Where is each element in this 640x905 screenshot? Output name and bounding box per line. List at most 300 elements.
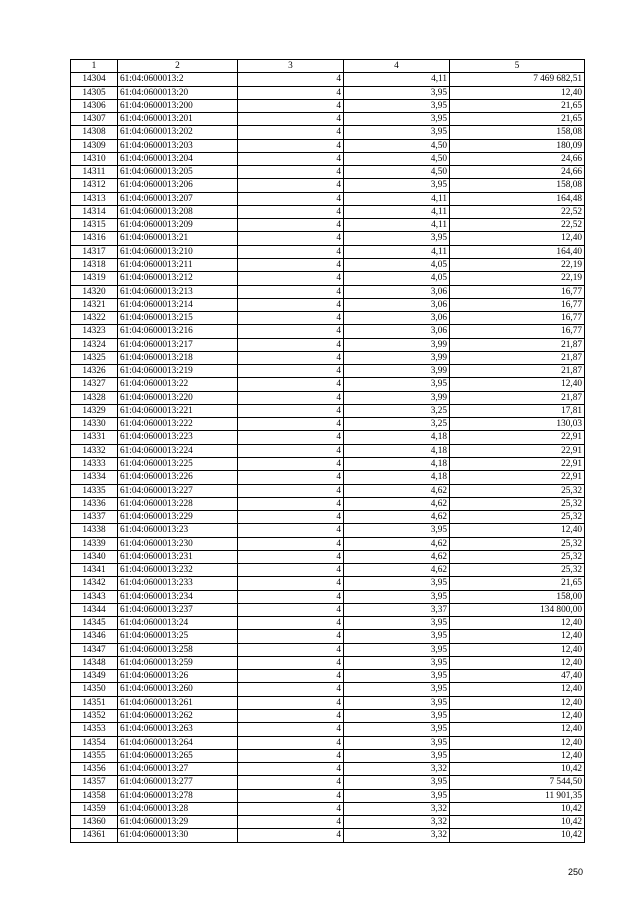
column-3-cell: 4 <box>238 365 344 378</box>
table-row <box>71 564 585 577</box>
column-1-cell: 14319 <box>71 272 118 285</box>
column-2-cell: 61:04:0600013:263 <box>118 723 238 736</box>
column-3-cell: 4 <box>238 378 344 391</box>
column-4-cell: 3,32 <box>344 803 450 816</box>
column-1-cell: 14316 <box>71 232 118 245</box>
column-3-cell: 4 <box>238 737 344 750</box>
column-2-cell: 61:04:0600013:262 <box>118 710 238 723</box>
column-4-cell: 3,95 <box>344 179 450 192</box>
column-1-cell: 14355 <box>71 750 118 763</box>
column-5-cell: 25,32 <box>450 564 585 577</box>
column-4-cell: 3,99 <box>344 365 450 378</box>
data-table <box>70 59 585 843</box>
column-5-cell: 22,91 <box>450 431 585 444</box>
column-1-cell: 14327 <box>71 378 118 391</box>
column-3-cell: 4 <box>238 604 344 617</box>
table-body <box>71 73 585 842</box>
column-3-cell: 4 <box>238 750 344 763</box>
table-row <box>71 524 585 537</box>
table-row <box>71 776 585 789</box>
column-1-cell: 14313 <box>71 193 118 206</box>
column-1-cell: 14315 <box>71 219 118 232</box>
column-2-cell: 61:04:0600013:21 <box>118 232 238 245</box>
column-4-cell: 4,18 <box>344 445 450 458</box>
column-5-cell: 12,40 <box>450 232 585 245</box>
column-3-cell: 4 <box>238 286 344 299</box>
column-1-cell: 14350 <box>71 683 118 696</box>
column-4-cell: 3,95 <box>344 126 450 139</box>
column-1-cell: 14335 <box>71 485 118 498</box>
column-2-cell: 61:04:0600013:220 <box>118 392 238 405</box>
table-row <box>71 697 585 710</box>
table-row <box>71 471 585 484</box>
column-1-cell: 14346 <box>71 630 118 643</box>
column-3-cell: 4 <box>238 524 344 537</box>
column-3-cell: 4 <box>238 697 344 710</box>
column-5-cell: 180,09 <box>450 140 585 153</box>
column-1-cell: 14356 <box>71 763 118 776</box>
column-4-cell: 3,95 <box>344 87 450 100</box>
column-5-cell: 25,32 <box>450 498 585 511</box>
table-row <box>71 644 585 657</box>
column-3-cell: 4 <box>238 113 344 126</box>
table-row <box>71 100 585 113</box>
column-1-cell: 14324 <box>71 339 118 352</box>
column-3-cell: 4 <box>238 670 344 683</box>
column-3-cell: 4 <box>238 458 344 471</box>
column-3-cell: 4 <box>238 312 344 325</box>
table-row <box>71 816 585 829</box>
table-row <box>71 312 585 325</box>
column-5-cell: 164,48 <box>450 193 585 206</box>
column-5-cell: 12,40 <box>450 524 585 537</box>
column-4-cell: 3,95 <box>344 378 450 391</box>
column-4-cell: 4,62 <box>344 498 450 511</box>
table-row <box>71 193 585 206</box>
column-2-cell: 61:04:0600013:217 <box>118 339 238 352</box>
table-row <box>71 458 585 471</box>
column-3-cell: 4 <box>238 73 344 86</box>
table-row <box>71 126 585 139</box>
column-5-cell: 10,42 <box>450 816 585 829</box>
column-2-cell: 61:04:0600013:206 <box>118 179 238 192</box>
column-5-cell: 12,40 <box>450 750 585 763</box>
column-1-cell: 14328 <box>71 392 118 405</box>
column-5-header: 5 <box>450 60 585 73</box>
column-5-cell: 10,42 <box>450 829 585 842</box>
table-row <box>71 763 585 776</box>
column-1-cell: 14354 <box>71 737 118 750</box>
column-1-cell: 14306 <box>71 100 118 113</box>
column-5-cell: 25,32 <box>450 538 585 551</box>
column-5-cell: 22,19 <box>450 259 585 272</box>
column-5-cell: 12,40 <box>450 378 585 391</box>
column-3-cell: 4 <box>238 87 344 100</box>
table-row <box>71 485 585 498</box>
column-3-cell: 4 <box>238 591 344 604</box>
column-4-cell: 4,05 <box>344 259 450 272</box>
column-3-cell: 4 <box>238 352 344 365</box>
column-4-cell: 3,95 <box>344 776 450 789</box>
column-1-cell: 14339 <box>71 538 118 551</box>
column-5-cell: 21,87 <box>450 392 585 405</box>
column-5-cell: 25,32 <box>450 511 585 524</box>
page-number: 250 <box>567 867 583 877</box>
table-row <box>71 604 585 617</box>
column-1-cell: 14345 <box>71 617 118 630</box>
column-5-cell: 24,66 <box>450 166 585 179</box>
column-3-cell: 4 <box>238 803 344 816</box>
table-row <box>71 392 585 405</box>
column-3-header: 3 <box>238 60 344 73</box>
column-2-cell: 61:04:0600013:211 <box>118 259 238 272</box>
column-5-cell: 12,40 <box>450 87 585 100</box>
column-1-cell: 14329 <box>71 405 118 418</box>
column-5-cell: 134 800,00 <box>450 604 585 617</box>
column-4-cell: 3,32 <box>344 816 450 829</box>
column-2-cell: 61:04:0600013:260 <box>118 683 238 696</box>
column-2-cell: 61:04:0600013:208 <box>118 206 238 219</box>
column-4-cell: 3,32 <box>344 763 450 776</box>
column-3-cell: 4 <box>238 538 344 551</box>
column-4-cell: 3,95 <box>344 697 450 710</box>
column-3-cell: 4 <box>238 471 344 484</box>
column-4-cell: 4,50 <box>344 166 450 179</box>
column-4-cell: 3,95 <box>344 591 450 604</box>
column-3-cell: 4 <box>238 511 344 524</box>
column-1-cell: 14308 <box>71 126 118 139</box>
column-4-cell: 3,25 <box>344 418 450 431</box>
column-2-cell: 61:04:0600013:278 <box>118 790 238 803</box>
column-2-cell: 61:04:0600013:224 <box>118 445 238 458</box>
column-5-cell: 47,40 <box>450 670 585 683</box>
column-2-cell: 61:04:0600013:22 <box>118 378 238 391</box>
column-3-cell: 4 <box>238 405 344 418</box>
table-row <box>71 73 585 86</box>
column-4-cell: 3,95 <box>344 100 450 113</box>
column-4-cell: 3,95 <box>344 113 450 126</box>
table-row <box>71 219 585 232</box>
column-3-cell: 4 <box>238 551 344 564</box>
column-2-cell: 61:04:0600013:215 <box>118 312 238 325</box>
column-3-cell: 4 <box>238 325 344 338</box>
column-2-cell: 61:04:0600013:212 <box>118 272 238 285</box>
column-4-cell: 3,06 <box>344 286 450 299</box>
column-2-cell: 61:04:0600013:259 <box>118 657 238 670</box>
column-2-cell: 61:04:0600013:228 <box>118 498 238 511</box>
column-4-cell: 3,95 <box>344 790 450 803</box>
column-5-cell: 12,40 <box>450 723 585 736</box>
table-row <box>71 299 585 312</box>
column-5-cell: 12,40 <box>450 657 585 670</box>
column-3-cell: 4 <box>238 100 344 113</box>
column-2-cell: 61:04:0600013:227 <box>118 485 238 498</box>
column-4-cell: 4,18 <box>344 431 450 444</box>
table-row <box>71 378 585 391</box>
column-1-cell: 14358 <box>71 790 118 803</box>
table-row <box>71 551 585 564</box>
column-5-cell: 12,40 <box>450 644 585 657</box>
column-3-cell: 4 <box>238 564 344 577</box>
column-3-cell: 4 <box>238 232 344 245</box>
column-2-cell: 61:04:0600013:203 <box>118 140 238 153</box>
table-row <box>71 246 585 259</box>
table-row <box>71 87 585 100</box>
column-1-cell: 14349 <box>71 670 118 683</box>
column-1-cell: 14351 <box>71 697 118 710</box>
column-2-cell: 61:04:0600013:201 <box>118 113 238 126</box>
table-row <box>71 352 585 365</box>
column-5-cell: 12,40 <box>450 697 585 710</box>
column-5-cell: 21,65 <box>450 577 585 590</box>
column-2-cell: 61:04:0600013:221 <box>118 405 238 418</box>
table-row <box>71 445 585 458</box>
column-1-cell: 14305 <box>71 87 118 100</box>
column-1-cell: 14309 <box>71 140 118 153</box>
column-5-cell: 12,40 <box>450 630 585 643</box>
table-row <box>71 829 585 842</box>
table-row <box>71 670 585 683</box>
column-5-cell: 25,32 <box>450 551 585 564</box>
column-2-header: 2 <box>118 60 238 73</box>
column-2-cell: 61:04:0600013:261 <box>118 697 238 710</box>
table-row <box>71 365 585 378</box>
column-1-cell: 14311 <box>71 166 118 179</box>
column-3-cell: 4 <box>238 299 344 312</box>
table-row <box>71 591 585 604</box>
column-4-cell: 4,11 <box>344 246 450 259</box>
table-row <box>71 498 585 511</box>
column-4-cell: 4,62 <box>344 511 450 524</box>
column-2-cell: 61:04:0600013:223 <box>118 431 238 444</box>
column-1-cell: 14320 <box>71 286 118 299</box>
column-5-cell: 158,00 <box>450 591 585 604</box>
column-4-cell: 3,99 <box>344 339 450 352</box>
column-4-cell: 3,95 <box>344 737 450 750</box>
column-4-cell: 4,11 <box>344 206 450 219</box>
table-row <box>71 339 585 352</box>
column-4-cell: 3,95 <box>344 232 450 245</box>
column-1-cell: 14322 <box>71 312 118 325</box>
column-2-cell: 61:04:0600013:202 <box>118 126 238 139</box>
table-row <box>71 790 585 803</box>
column-4-cell: 3,95 <box>344 670 450 683</box>
table-row <box>71 259 585 272</box>
column-1-cell: 14337 <box>71 511 118 524</box>
column-5-cell: 11 901,35 <box>450 790 585 803</box>
column-2-cell: 61:04:0600013:218 <box>118 352 238 365</box>
column-3-cell: 4 <box>238 418 344 431</box>
column-2-cell: 61:04:0600013:29 <box>118 816 238 829</box>
column-2-cell: 61:04:0600013:265 <box>118 750 238 763</box>
column-3-cell: 4 <box>238 445 344 458</box>
table-row <box>71 166 585 179</box>
column-5-cell: 21,65 <box>450 100 585 113</box>
table-row <box>71 710 585 723</box>
column-3-cell: 4 <box>238 392 344 405</box>
column-3-cell: 4 <box>238 763 344 776</box>
column-2-cell: 61:04:0600013:229 <box>118 511 238 524</box>
table-header-row <box>71 60 585 73</box>
column-5-cell: 12,40 <box>450 683 585 696</box>
column-5-cell: 21,87 <box>450 339 585 352</box>
column-4-cell: 3,99 <box>344 392 450 405</box>
column-2-cell: 61:04:0600013:204 <box>118 153 238 166</box>
column-2-cell: 61:04:0600013:230 <box>118 538 238 551</box>
column-2-cell: 61:04:0600013:30 <box>118 829 238 842</box>
column-4-header: 4 <box>344 60 450 73</box>
table-row <box>71 737 585 750</box>
column-1-cell: 14333 <box>71 458 118 471</box>
column-3-cell: 4 <box>238 617 344 630</box>
column-1-cell: 14342 <box>71 577 118 590</box>
column-2-cell: 61:04:0600013:205 <box>118 166 238 179</box>
table-row <box>71 206 585 219</box>
column-4-cell: 4,05 <box>344 272 450 285</box>
table-row <box>71 723 585 736</box>
column-1-cell: 14331 <box>71 431 118 444</box>
column-2-cell: 61:04:0600013:232 <box>118 564 238 577</box>
column-4-cell: 4,18 <box>344 458 450 471</box>
column-4-cell: 4,50 <box>344 140 450 153</box>
column-2-cell: 61:04:0600013:210 <box>118 246 238 259</box>
table-row <box>71 179 585 192</box>
column-4-cell: 3,95 <box>344 710 450 723</box>
column-5-cell: 12,40 <box>450 710 585 723</box>
table-row <box>71 657 585 670</box>
column-3-cell: 4 <box>238 339 344 352</box>
column-3-cell: 4 <box>238 206 344 219</box>
table-row <box>71 630 585 643</box>
column-2-cell: 61:04:0600013:234 <box>118 591 238 604</box>
column-1-cell: 14325 <box>71 352 118 365</box>
column-5-cell: 16,77 <box>450 286 585 299</box>
column-3-cell: 4 <box>238 816 344 829</box>
column-3-cell: 4 <box>238 657 344 670</box>
column-2-cell: 61:04:0600013:200 <box>118 100 238 113</box>
table-row <box>71 431 585 444</box>
column-3-cell: 4 <box>238 431 344 444</box>
column-3-cell: 4 <box>238 829 344 842</box>
column-2-cell: 61:04:0600013:25 <box>118 630 238 643</box>
column-1-cell: 14307 <box>71 113 118 126</box>
table-row <box>71 286 585 299</box>
column-3-cell: 4 <box>238 710 344 723</box>
column-3-cell: 4 <box>238 219 344 232</box>
column-1-cell: 14334 <box>71 471 118 484</box>
column-3-cell: 4 <box>238 776 344 789</box>
column-2-cell: 61:04:0600013:24 <box>118 617 238 630</box>
column-3-cell: 4 <box>238 179 344 192</box>
column-3-cell: 4 <box>238 193 344 206</box>
table-row <box>71 272 585 285</box>
column-5-cell: 25,32 <box>450 485 585 498</box>
column-1-cell: 14330 <box>71 418 118 431</box>
column-5-cell: 16,77 <box>450 312 585 325</box>
column-4-cell: 4,62 <box>344 538 450 551</box>
column-5-cell: 17,81 <box>450 405 585 418</box>
column-4-cell: 3,95 <box>344 683 450 696</box>
column-4-cell: 3,37 <box>344 604 450 617</box>
column-1-cell: 14353 <box>71 723 118 736</box>
column-5-cell: 158,08 <box>450 179 585 192</box>
column-1-cell: 14317 <box>71 246 118 259</box>
column-2-cell: 61:04:0600013:26 <box>118 670 238 683</box>
column-3-cell: 4 <box>238 683 344 696</box>
column-2-cell: 61:04:0600013:20 <box>118 87 238 100</box>
column-5-cell: 24,66 <box>450 153 585 166</box>
column-4-cell: 4,50 <box>344 153 450 166</box>
column-5-cell: 12,40 <box>450 617 585 630</box>
column-4-cell: 3,95 <box>344 644 450 657</box>
column-5-cell: 22,91 <box>450 445 585 458</box>
column-5-cell: 22,52 <box>450 206 585 219</box>
column-1-cell: 14357 <box>71 776 118 789</box>
table-row <box>71 538 585 551</box>
column-2-cell: 61:04:0600013:222 <box>118 418 238 431</box>
column-5-cell: 22,91 <box>450 458 585 471</box>
column-4-cell: 4,11 <box>344 193 450 206</box>
column-4-cell: 4,11 <box>344 219 450 232</box>
column-3-cell: 4 <box>238 485 344 498</box>
column-1-cell: 14318 <box>71 259 118 272</box>
column-4-cell: 4,11 <box>344 73 450 86</box>
column-1-cell: 14360 <box>71 816 118 829</box>
column-5-cell: 164,40 <box>450 246 585 259</box>
table-row <box>71 325 585 338</box>
column-1-cell: 14336 <box>71 498 118 511</box>
table-row <box>71 617 585 630</box>
column-3-cell: 4 <box>238 790 344 803</box>
column-4-cell: 3,06 <box>344 325 450 338</box>
table-row <box>71 405 585 418</box>
table-row <box>71 750 585 763</box>
column-1-cell: 14359 <box>71 803 118 816</box>
column-5-cell: 12,40 <box>450 737 585 750</box>
column-1-cell: 14338 <box>71 524 118 537</box>
column-2-cell: 61:04:0600013:27 <box>118 763 238 776</box>
column-1-cell: 14304 <box>71 73 118 86</box>
column-2-cell: 61:04:0600013:225 <box>118 458 238 471</box>
column-3-cell: 4 <box>238 630 344 643</box>
column-1-cell: 14361 <box>71 829 118 842</box>
column-5-cell: 21,87 <box>450 352 585 365</box>
column-1-cell: 14344 <box>71 604 118 617</box>
column-2-cell: 61:04:0600013:216 <box>118 325 238 338</box>
column-5-cell: 10,42 <box>450 803 585 816</box>
column-4-cell: 4,18 <box>344 471 450 484</box>
column-4-cell: 3,95 <box>344 630 450 643</box>
column-2-cell: 61:04:0600013:209 <box>118 219 238 232</box>
column-4-cell: 3,06 <box>344 299 450 312</box>
column-3-cell: 4 <box>238 166 344 179</box>
column-4-cell: 4,62 <box>344 485 450 498</box>
column-1-cell: 14323 <box>71 325 118 338</box>
column-5-cell: 130,03 <box>450 418 585 431</box>
table-row <box>71 232 585 245</box>
column-4-cell: 3,95 <box>344 577 450 590</box>
column-2-cell: 61:04:0600013:207 <box>118 193 238 206</box>
column-4-cell: 3,95 <box>344 524 450 537</box>
column-1-cell: 14340 <box>71 551 118 564</box>
column-1-cell: 14326 <box>71 365 118 378</box>
column-3-cell: 4 <box>238 272 344 285</box>
column-5-cell: 16,77 <box>450 299 585 312</box>
column-1-cell: 14343 <box>71 591 118 604</box>
column-4-cell: 3,32 <box>344 829 450 842</box>
column-1-cell: 14352 <box>71 710 118 723</box>
column-5-cell: 158,08 <box>450 126 585 139</box>
